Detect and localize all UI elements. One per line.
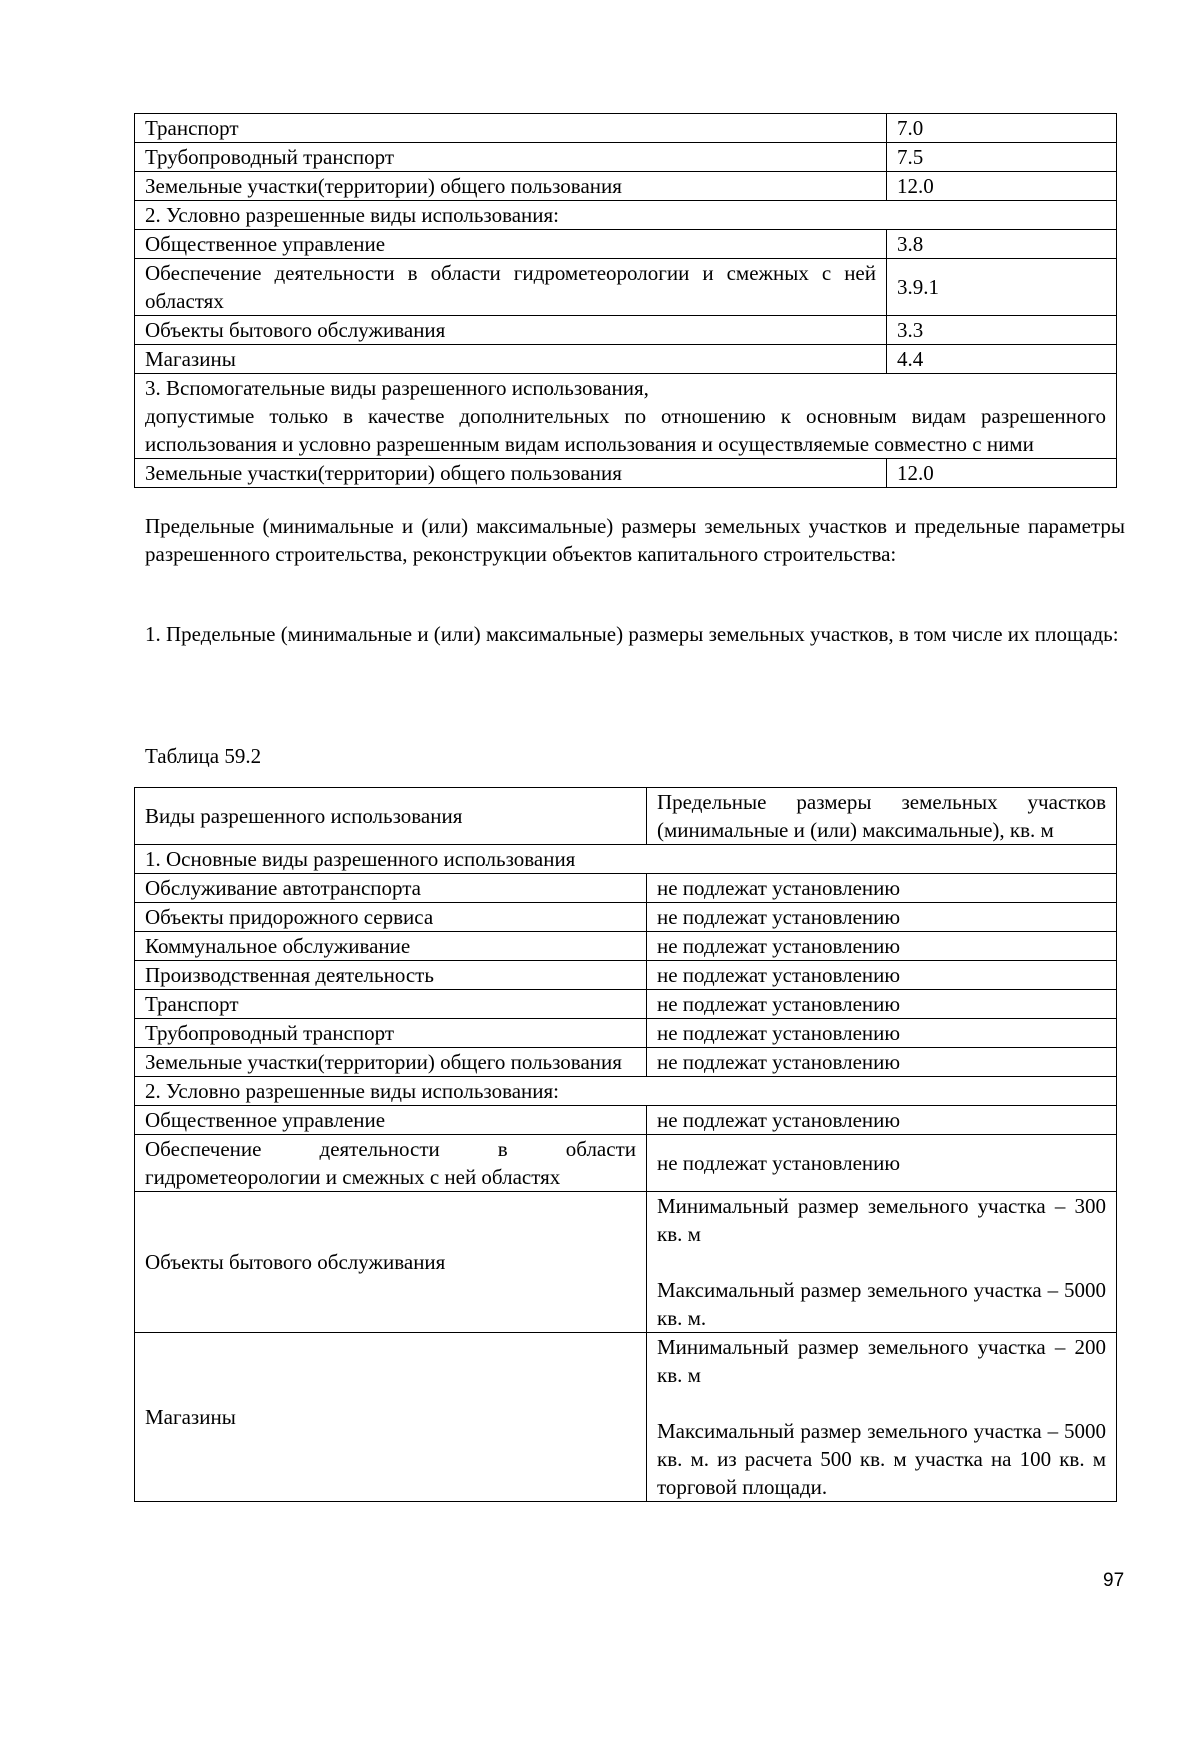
use-name-cell: Общественное управление — [135, 230, 887, 259]
table-row — [135, 114, 1117, 143]
limit-value-cell — [647, 1192, 1117, 1333]
table-row — [135, 903, 1117, 932]
use-code-cell: 3.9.1 — [887, 259, 1117, 316]
table-row — [135, 259, 1117, 316]
table-row — [135, 961, 1117, 990]
use-name-cell: Магазины — [135, 1333, 647, 1502]
use-name-cell: Трубопроводный транспорт — [135, 1019, 647, 1048]
use-name-cell: Коммунальное обслуживание — [135, 932, 647, 961]
limit-value-cell: не подлежат установлению — [647, 961, 1117, 990]
use-code-cell: 7.5 — [887, 143, 1117, 172]
section-heading: 2. Условно разрешенные виды использования: — [135, 201, 1117, 230]
section-row — [135, 201, 1117, 230]
plot-size-limits-table — [134, 787, 1117, 1502]
header-plot-limits: Предельные размеры земельных участков (минимальные и (или) максимальные), кв. м — [647, 788, 1117, 845]
use-name-cell: Земельные участки(территории) общего пользования — [135, 172, 887, 201]
table-row — [135, 316, 1117, 345]
section-row — [135, 845, 1117, 874]
table-row — [135, 1019, 1117, 1048]
section-row — [135, 1077, 1117, 1106]
table-row — [135, 1048, 1117, 1077]
use-name-cell: Производственная деятельность — [135, 961, 647, 990]
min-plot-size: Минимальный размер земельного участка – 200 кв. м — [657, 1335, 1106, 1387]
table-row — [135, 990, 1117, 1019]
use-name-cell: Объекты бытового обслуживания — [135, 316, 887, 345]
max-plot-size: Максимальный размер земельного участка – 5000 кв. м. из расчета 500 кв. м участка на 100 кв. м торговой площади. — [657, 1419, 1106, 1499]
section-heading-line2: допустимые только в качестве дополнительных по отношению к основным видам разрешенного использования и условно разрешенным видам использования и осуществляемые совместно с ними — [145, 404, 1106, 456]
use-name-cell: Объекты придорожного сервиса — [135, 903, 647, 932]
use-code-cell: 4.4 — [887, 345, 1117, 374]
use-name-cell: Транспорт — [135, 990, 647, 1019]
page-number: 97 — [1103, 1570, 1125, 1591]
table-row — [135, 1333, 1117, 1502]
table-caption: Таблица 59.2 — [145, 744, 262, 768]
use-name-cell: Обеспечение деятельности в области гидрометеорологии и смежных с ней областях — [135, 259, 887, 316]
permitted-uses-codes-table — [134, 113, 1117, 488]
use-name-cell: Магазины — [135, 345, 887, 374]
use-code-cell: 7.0 — [887, 114, 1117, 143]
use-code-cell: 12.0 — [887, 172, 1117, 201]
limit-value-cell: не подлежат установлению — [647, 990, 1117, 1019]
section-row — [135, 374, 1117, 459]
table-row — [135, 230, 1117, 259]
section-heading-line1: 3. Вспомогательные виды разрешенного использования, — [145, 376, 649, 400]
max-plot-size: Максимальный размер земельного участка – 5000 кв. м. — [657, 1278, 1106, 1330]
paragraph-plot-sizes: 1. Предельные (минимальные и (или) максимальные) размеры земельных участков, в том числе их площадь: — [145, 622, 1119, 646]
table-row — [135, 874, 1117, 903]
use-name-cell: Общественное управление — [135, 1106, 647, 1135]
limit-value-cell: не подлежат установлению — [647, 874, 1117, 903]
limit-value-cell: не подлежат установлению — [647, 1048, 1117, 1077]
use-name-cell: Обеспечение деятельности в области гидрометеорологии и смежных с ней областях — [135, 1135, 647, 1192]
header-use-type: Виды разрешенного использования — [135, 788, 647, 845]
use-name-cell: Объекты бытового обслуживания — [135, 1192, 647, 1333]
table-row — [135, 143, 1117, 172]
table-row — [135, 1106, 1117, 1135]
section-heading: 1. Основные виды разрешенного использования — [135, 845, 1117, 874]
limit-value-cell: не подлежат установлению — [647, 932, 1117, 961]
limit-value-cell: не подлежат установлению — [647, 1019, 1117, 1048]
use-code-cell: 3.3 — [887, 316, 1117, 345]
use-name-cell: Трубопроводный транспорт — [135, 143, 887, 172]
limit-value-cell: не подлежат установлению — [647, 1135, 1117, 1192]
limit-value-cell: не подлежат установлению — [647, 1106, 1117, 1135]
section-heading: 2. Условно разрешенные виды использования: — [135, 1077, 1117, 1106]
use-code-cell: 12.0 — [887, 459, 1117, 488]
use-name-cell: Транспорт — [135, 114, 887, 143]
use-name-cell: Земельные участки(территории) общего пользования — [135, 459, 887, 488]
min-plot-size: Минимальный размер земельного участка – 300 кв. м — [657, 1194, 1106, 1246]
limit-value-cell — [647, 1333, 1117, 1502]
use-code-cell: 3.8 — [887, 230, 1117, 259]
section-heading — [135, 374, 1117, 459]
table-row — [135, 932, 1117, 961]
header-row — [135, 788, 1117, 845]
table-row — [135, 1192, 1117, 1333]
limit-value-cell: не подлежат установлению — [647, 903, 1117, 932]
table-row — [135, 172, 1117, 201]
table-row — [135, 459, 1117, 488]
table-row — [135, 1135, 1117, 1192]
table-row — [135, 345, 1117, 374]
use-name-cell: Земельные участки(территории) общего пользования — [135, 1048, 647, 1077]
use-name-cell: Обслуживание автотранспорта — [135, 874, 647, 903]
paragraph-limits-intro: Предельные (минимальные и (или) максимальные) размеры земельных участков и предельные параметры разрешенного строительства, реконструкции объектов капитального строительства: — [145, 514, 1125, 566]
